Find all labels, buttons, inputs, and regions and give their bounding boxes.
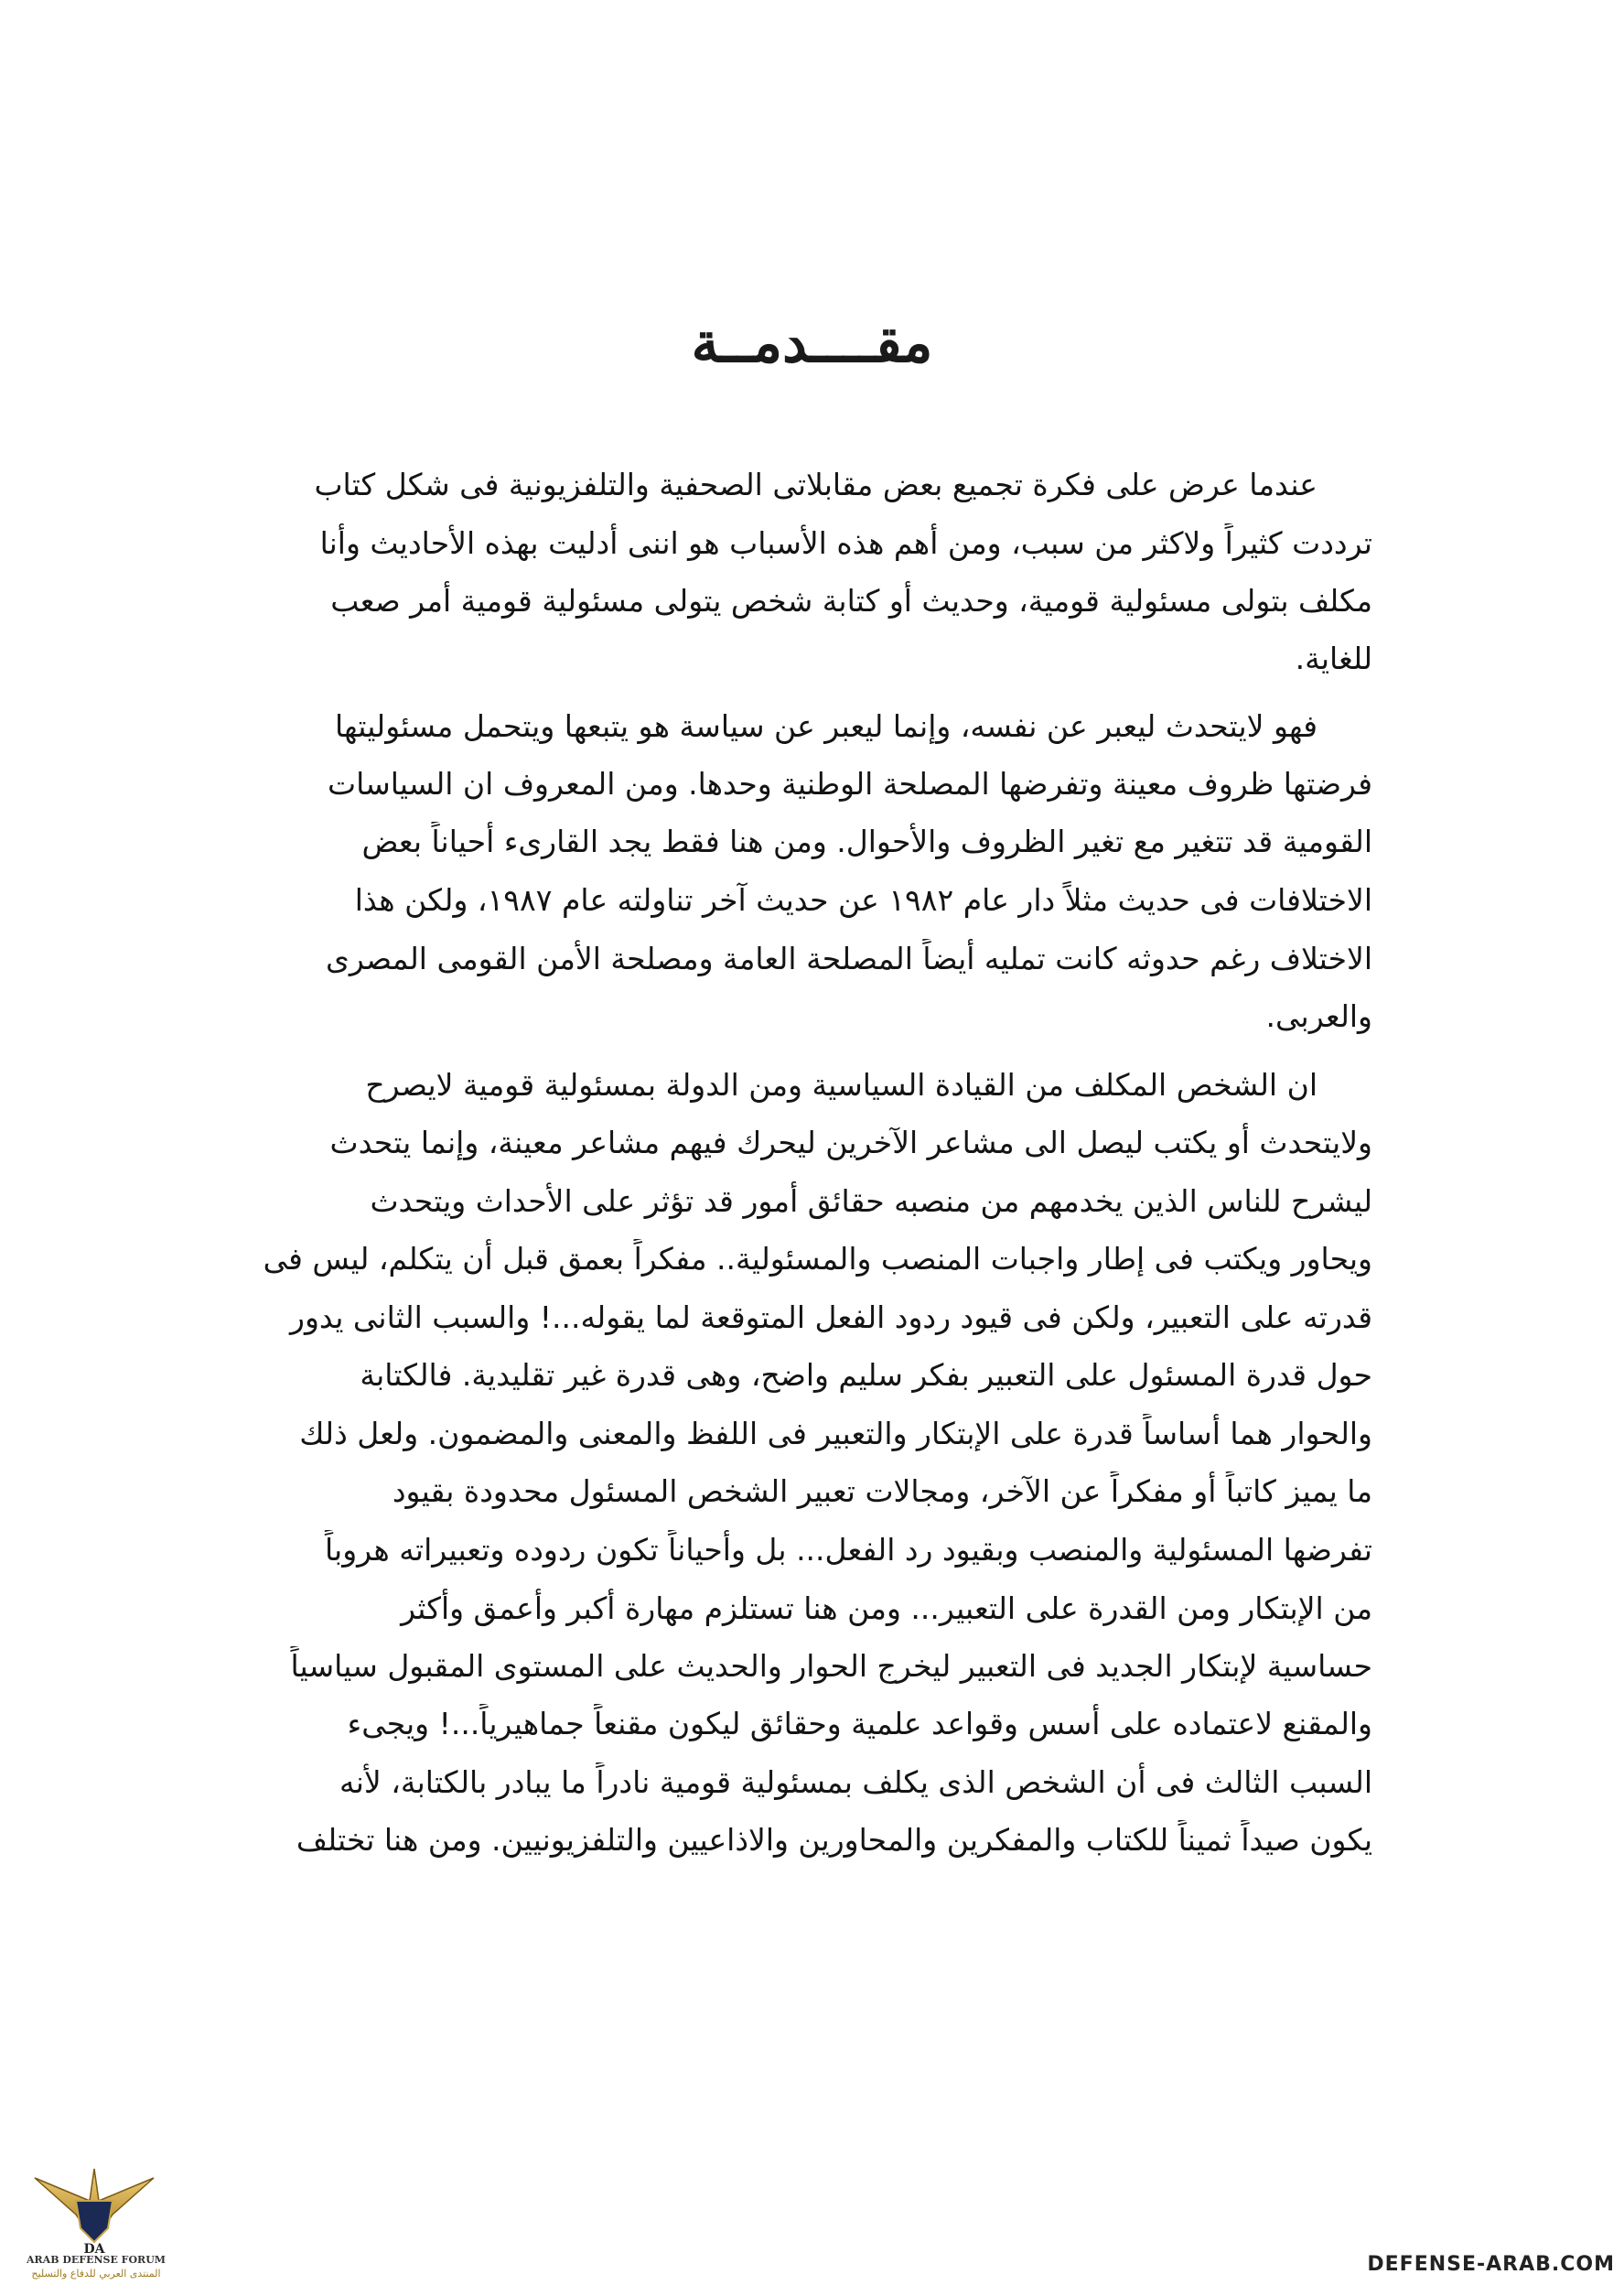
paragraph-line: والمقنع لاعتماده على أسس وقواعد علمية وحقائق ليكون مقنعاً جماهيرياً...! ويجىء [347,1706,1372,1741]
paragraph-line: مكلف بتولى مسئولية قومية، وحديث أو كتابة شخص يتولى مسئولية قومية أمر صعب [330,583,1372,619]
paragraph-line: القومية قد تتغير مع تغير الظروف والأحوال. ومن هنا فقط يجد القارىء أحياناً بعض [361,824,1372,859]
paragraph-line: ان الشخص المكلف من القيادة السياسية ومن الدولة بمسئولية قومية لايصرح [365,1067,1317,1103]
paragraph-line: والعربى. [1265,998,1372,1034]
paragraph-line: للغاية. [1295,641,1372,676]
paragraph-line: الاختلاف رغم حدوثه كانت تمليه أيضاً المصلحة العامة ومصلحة الأمن القومى المصرى [326,941,1372,976]
paragraph-line: حساسية لإبتكار الجديد فى التعبير ليخرج الحوار والحديث على المستوى المقبول سياسياً [290,1648,1372,1684]
paragraph-line: قدرته على التعبير، ولكن فى قيود ردود الفعل المتوقعة لما يقوله...! والسبب الثانى يدور [290,1299,1372,1335]
site-watermark: DEFENSE-ARAB.COM [1367,2253,1615,2276]
paragraph-line: الاختلافات فى حديث مثلاً دار عام ١٩٨٢ عن حديث آخر تناولته عام ١٩٨٧، ولكن هذا [354,882,1372,918]
paragraph-line: السبب الثالث فى أن الشخص الذى يكلف بمسئولية قومية نادراً ما يبادر بالكتابة، لأنه [339,1764,1372,1800]
paragraph-line: يكون صيداً ثميناً للكتاب والمفكرين والمحاورين والاذاعيين والتلفزيونيين. ومن هنا تختلف [296,1822,1372,1858]
svg-text:DA: DA [83,2242,105,2257]
paragraph-line: ليشرح للناس الذين يخدمهم من منصبه حقائق أمور قد تؤثر على الأحداث ويتحدث [370,1183,1372,1219]
paragraph-line: عندما عرض على فكرة تجميع بعض مقابلاتى الصحفية والتلفزيونية فى شكل كتاب [314,467,1317,502]
paragraph-line: فهو لايتحدث ليعبر عن نفسه، وإنما ليعبر عن سياسة هو يتبعها ويتحمل مسئوليتها [334,708,1317,744]
paragraph-line: حول قدرة المسئول على التعبير بفكر سليم واضح، وهى قدرة غير تقليدية. فالكتابة [360,1357,1372,1393]
paragraph-line: فرضتها ظروف معينة وتفرضها المصلحة الوطنية وحدها. ومن المعروف ان السياسات [328,766,1372,802]
logo-name-en: ARAB DEFENSE FORUM [27,2254,166,2266]
paragraph-line: ولايتحدث أو يكتب ليصل الى مشاعر الآخرين ليحرك فيهم مشاعر معينة، وإنما يتحدث [329,1125,1372,1160]
paragraph-line: تفرضها المسئولية والمنصب وبقيود رد الفعل... بل وأحياناً تكون ردوده وتعبيراته هروباً [324,1532,1372,1568]
paragraph-line: ما يميز كاتباً أو مفكراً عن الآخر، ومجالات تعبير الشخص المسئول محدودة بقيود [392,1473,1372,1509]
paragraph-line: ويحاور ويكتب فى إطار واجبات المنصب والمسئولية.. مفكراً بعمق قبل أن يتكلم، ليس فى [263,1241,1372,1277]
page-title: مقــــدمــة [691,311,933,375]
paragraph-line: من الإبتكار ومن القدرة على التعبير... ومن هنا تستلزم مهارة أكبر وأعمق وأكثر [401,1590,1372,1626]
paragraph-line: والحوار هما أساساً قدرة على الإبتكار والتعبير فى اللفظ والمعنى والمضمون. ولعل ذلك [299,1416,1372,1451]
paragraph-line: ترددت كثيراً ولاكثر من سبب، ومن أهم هذه الأسباب هو اننى أدليت بهذه الأحاديث وأنا [319,525,1372,561]
logo-name-ar: المنتدى العربي للدفاع والتسليح [31,2268,161,2280]
